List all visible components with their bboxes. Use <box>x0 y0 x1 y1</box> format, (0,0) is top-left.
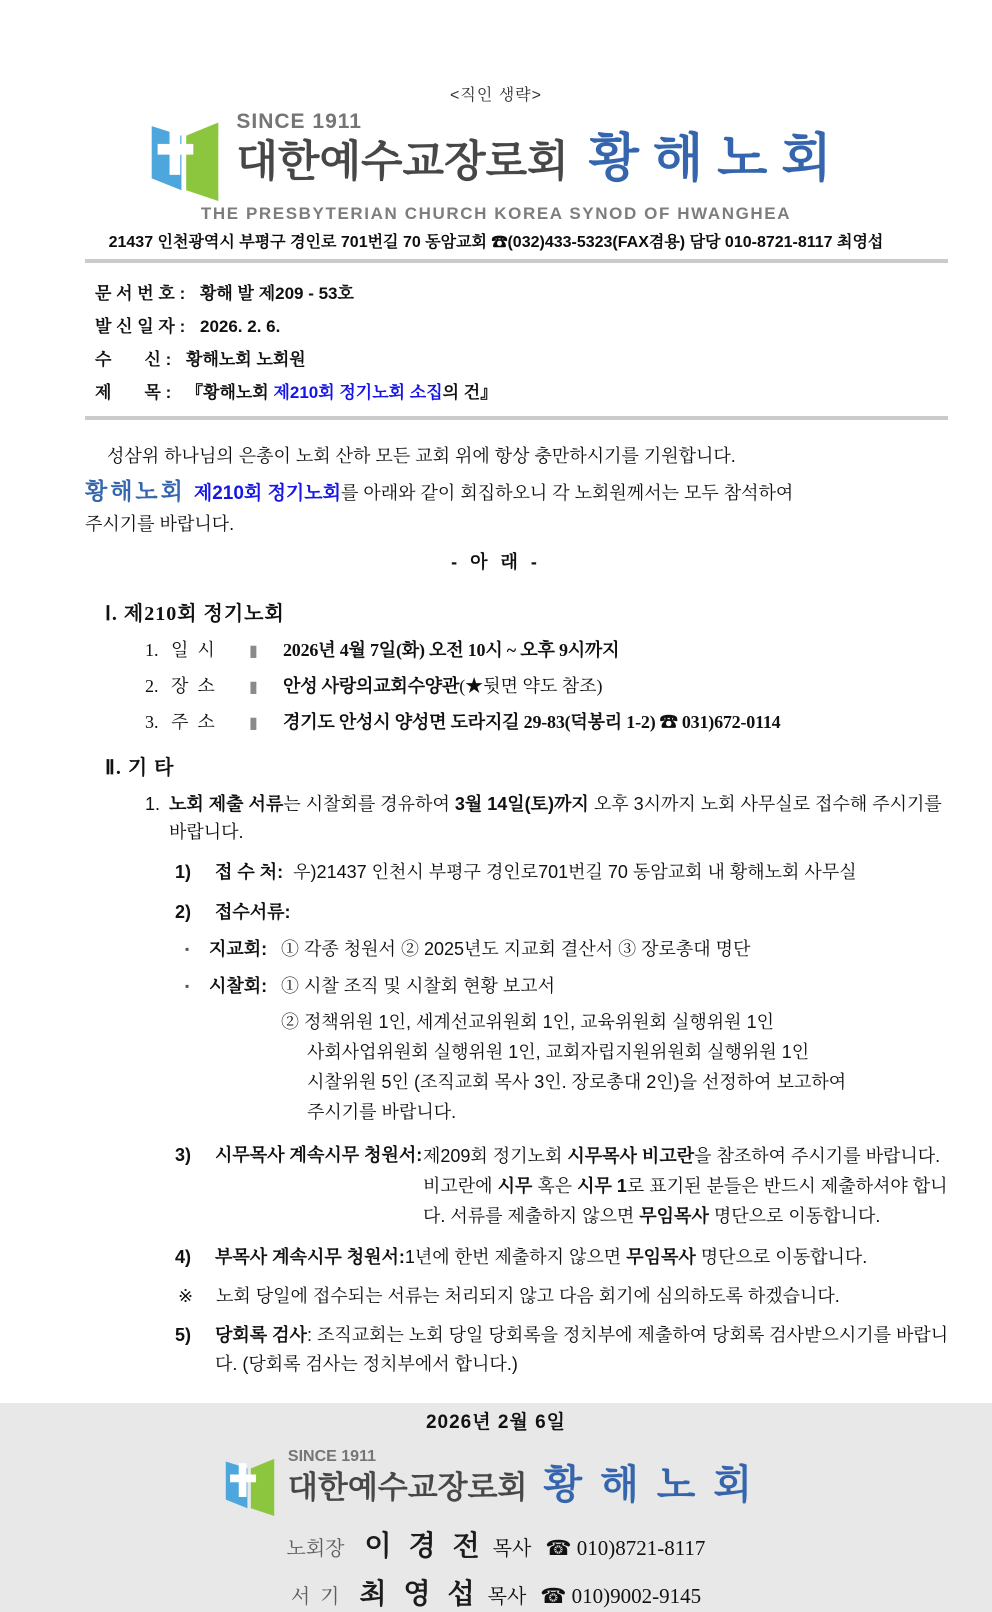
convocation-paragraph <box>85 477 907 508</box>
separator-bar-icon: ▮ <box>249 715 258 732</box>
section1-heading: Ⅰ. 제210회 정기노회 <box>105 603 285 625</box>
document-footer <box>0 1407 992 1612</box>
letterhead <box>0 111 992 252</box>
item-text <box>423 1141 950 1231</box>
convocation-text: 를 아래와 같이 회집하오니 각 노회원께서는 모두 참석하여 <box>340 483 794 503</box>
bold-text: 3월 14일(토)까지 <box>454 794 589 814</box>
item-label: 일 시 <box>171 640 215 660</box>
signature-title: 목사 <box>487 1586 527 1608</box>
send-date-row <box>95 310 992 343</box>
logo-right-panel <box>187 123 219 201</box>
doc-number-label: 문 서 번 호 : <box>95 284 186 303</box>
item-number: 3. <box>145 712 159 732</box>
recipient-row <box>95 343 992 376</box>
item-text <box>405 1243 867 1271</box>
org-name-english: THE PRESBYTERIAN CHURCH KOREA SYNOD OF HWANGHEA <box>200 204 792 223</box>
detail-line: 사회사업위원회 실행위원 1인, 교회자립지원위원회 실행위원 1인 <box>307 1042 810 1062</box>
section-misc <box>0 754 992 1379</box>
bold-text: 시무 1 <box>577 1176 627 1196</box>
text: 명단으로 이동합니다. <box>695 1247 868 1267</box>
item-text <box>169 790 942 846</box>
same-day-note <box>178 1282 950 1310</box>
reference-mark-icon: ※ <box>178 1286 194 1306</box>
item-number: 2) <box>175 902 192 922</box>
meeting-datetime-row <box>145 636 992 662</box>
meeting-address-row <box>145 708 992 734</box>
bold-text: 시무목사 비고란 <box>567 1146 695 1166</box>
send-date-value: 2026. 2. 6. <box>199 317 281 336</box>
detail-line: 시찰위원 5인 (조직교회 목사 3인. 장로총대 2인)을 선정하여 보고하여 <box>307 1072 847 1092</box>
signature-title: 목사 <box>492 1538 532 1560</box>
text: 을 참조하여 주시기를 바랍니다. 비고란에 <box>423 1146 941 1196</box>
send-date-label: 발 신 일 자 : <box>95 317 186 336</box>
inspection-board-details <box>281 1007 947 1127</box>
item-label: 시무목사 계속시무 청원서: <box>215 1145 423 1165</box>
bold-text: 무임목사 <box>626 1247 696 1267</box>
detail-line: 주시기를 바랍니다. <box>307 1102 457 1122</box>
header-divider <box>85 259 948 263</box>
org-name: 대한예수교장로회 <box>236 138 569 186</box>
bullet-text: ① 각종 청원서 ② 2025년도 지교회 결산서 ③ 장로총대 명단 <box>281 939 751 959</box>
subject-divider <box>85 416 948 420</box>
synod-name-calligraphy-inline: 황해노회 <box>85 478 186 505</box>
square-bullet-icon: ▪ <box>185 979 190 993</box>
text: 로 표기된 분들은 반드시 제출하셔야 합니다. 서류를 제출하지 않으면 <box>423 1176 948 1226</box>
text: 제209회 정기노회 <box>423 1146 568 1166</box>
text: 오후 3시까지 노회 사무실로 접수해 주시기를 바랍니다. <box>169 794 942 842</box>
item-number: 2. <box>145 676 159 696</box>
item-text <box>215 1321 950 1379</box>
pastor-petition-item <box>175 1141 950 1231</box>
item-label: 당회록 검사 <box>215 1325 307 1345</box>
local-church-bullet <box>185 935 947 963</box>
subject-value <box>186 383 497 402</box>
item-text: 우)21437 인천시 부평구 경인로701번길 70 동암교회 내 황해노회 사무실 <box>293 862 857 882</box>
subject-highlight: 제210회 정기노회 소집 <box>273 383 443 402</box>
subject-open: 『황해노회 <box>186 383 274 402</box>
item-label: 주 소 <box>171 712 215 732</box>
bold-text: 시무 <box>497 1176 533 1196</box>
bullet-text: ① 시찰 조직 및 시찰회 현황 보고서 <box>281 976 556 996</box>
item-number: 4) <box>175 1247 192 1267</box>
doc-number-row <box>95 277 992 310</box>
text: : 조직교회는 노회 당일 당회록을 정치부에 제출하여 당회록 검사받으시기를 바랍니다. (당회록 검사는 정치부에서 합니다.) <box>215 1325 949 1374</box>
clerk-signature-row <box>0 1572 992 1612</box>
item-number: 1. <box>145 640 159 660</box>
signature-role: 노회장 <box>286 1538 345 1560</box>
detail-line: ② 정책위원 1인, 세계선교위원회 1인, 교육위원회 실행위원 1인 <box>281 1012 774 1032</box>
recipient-label: 수 신 : <box>95 350 172 369</box>
item-number: 5) <box>175 1325 192 1345</box>
item-value: 경기도 안성시 양성면 도라지길 29-83(덕봉리 1-2) ☎ 031)672-0114 <box>283 712 781 732</box>
item-number: 3) <box>175 1145 192 1165</box>
item-number: 1. <box>145 794 161 814</box>
separator-bar-icon: ▮ <box>249 643 258 660</box>
item-label: 장 소 <box>171 676 215 696</box>
note-text: 노회 당일에 접수되는 서류는 처리되지 않고 다음 회기에 심의하도록 하겠습니다. <box>216 1286 840 1306</box>
letter-body <box>0 442 992 577</box>
reception-place-item <box>175 858 947 886</box>
bold-text: 무임목사 <box>639 1206 709 1226</box>
since-label: SINCE 1911 <box>236 110 362 133</box>
doc-number-value: 황해 발 제209 - 53호 <box>199 284 354 303</box>
text: 혹은 <box>532 1176 578 1196</box>
text: 는 시찰회를 경유하여 <box>283 794 455 814</box>
section-meeting <box>0 597 992 734</box>
bullet-label: 지교회: <box>209 939 268 959</box>
header-address: 21437 인천광역시 부평구 경인로 701번길 70 동암교회 ☎(032)433-5323(FAX겸용) 담당 010-8721-8117 최영섭 <box>108 234 884 251</box>
recipient-value: 황해노회 노회원 <box>186 350 306 369</box>
inspection-board-bullet <box>185 972 947 1000</box>
signature-name: 이 경 전 <box>364 1531 485 1562</box>
subject-close: 의 건』 <box>442 383 498 402</box>
square-bullet-icon: ▪ <box>185 942 190 956</box>
separator-bar-icon: ▮ <box>249 679 258 696</box>
item-value: 안성 사랑의교회수양관 <box>283 676 460 696</box>
seal-omitted-note: <직인 생략> <box>450 87 542 104</box>
synod-name-calligraphy: 황해노회 <box>543 1461 771 1508</box>
signature-name: 최 영 섭 <box>359 1579 480 1610</box>
assistant-pastor-petition-item <box>175 1243 950 1271</box>
text: 1년에 한번 제출하지 않으면 <box>404 1247 627 1267</box>
item-value: 2026년 4월 7일(화) 오전 10시 ~ 오후 9시까지 <box>283 640 620 660</box>
below-marker: - 아 래 - <box>451 552 541 572</box>
text: 명단으로 이동합니다. <box>708 1206 881 1226</box>
church-logo-icon <box>146 113 224 201</box>
meeting-place-row <box>145 672 992 698</box>
session-record-item <box>175 1321 950 1379</box>
subject-row <box>95 376 992 409</box>
item-note: (★뒷면 약도 참조) <box>459 676 603 696</box>
since-label: SINCE 1911 <box>287 1448 376 1465</box>
signature-role: 서 기 <box>290 1586 340 1608</box>
item-number: 1) <box>175 862 192 882</box>
item-label: 접수서류: <box>215 902 291 922</box>
submission-deadline-item <box>145 790 942 846</box>
church-logo-icon <box>222 1452 278 1516</box>
bullet-label: 시찰회: <box>209 976 268 996</box>
convocation-continued: 주시기를 바랍니다. <box>85 514 235 534</box>
item-label: 접 수 처: <box>215 862 284 882</box>
signature-phone: ☎ 010)9002-9145 <box>540 1584 702 1608</box>
synod-name-calligraphy: 황해노회 <box>588 128 846 189</box>
issue-date: 2026년 2월 6일 <box>425 1412 567 1433</box>
document-info <box>95 277 992 409</box>
item-label: 부목사 계속시무 청원서: <box>215 1247 405 1267</box>
moderator-signature-row <box>0 1524 992 1564</box>
footer-letterhead <box>0 1448 992 1516</box>
reception-documents-item <box>175 898 947 926</box>
bold-text: 노회 제출 서류 <box>169 794 284 814</box>
greeting-paragraph: 성삼위 하나님의 은총이 노회 산하 모든 교회 위에 항상 충만하시기를 기원합니다. <box>107 446 736 466</box>
subject-label: 제 목 : <box>95 383 172 402</box>
logo-right-panel <box>251 1459 274 1516</box>
org-name: 대한예수교장로회 <box>287 1470 528 1505</box>
meeting-highlight: 제210회 정기노회 <box>193 483 341 504</box>
signature-phone: ☎ 010)8721-8117 <box>545 1536 706 1560</box>
section2-heading: Ⅱ. 기 타 <box>105 757 175 779</box>
